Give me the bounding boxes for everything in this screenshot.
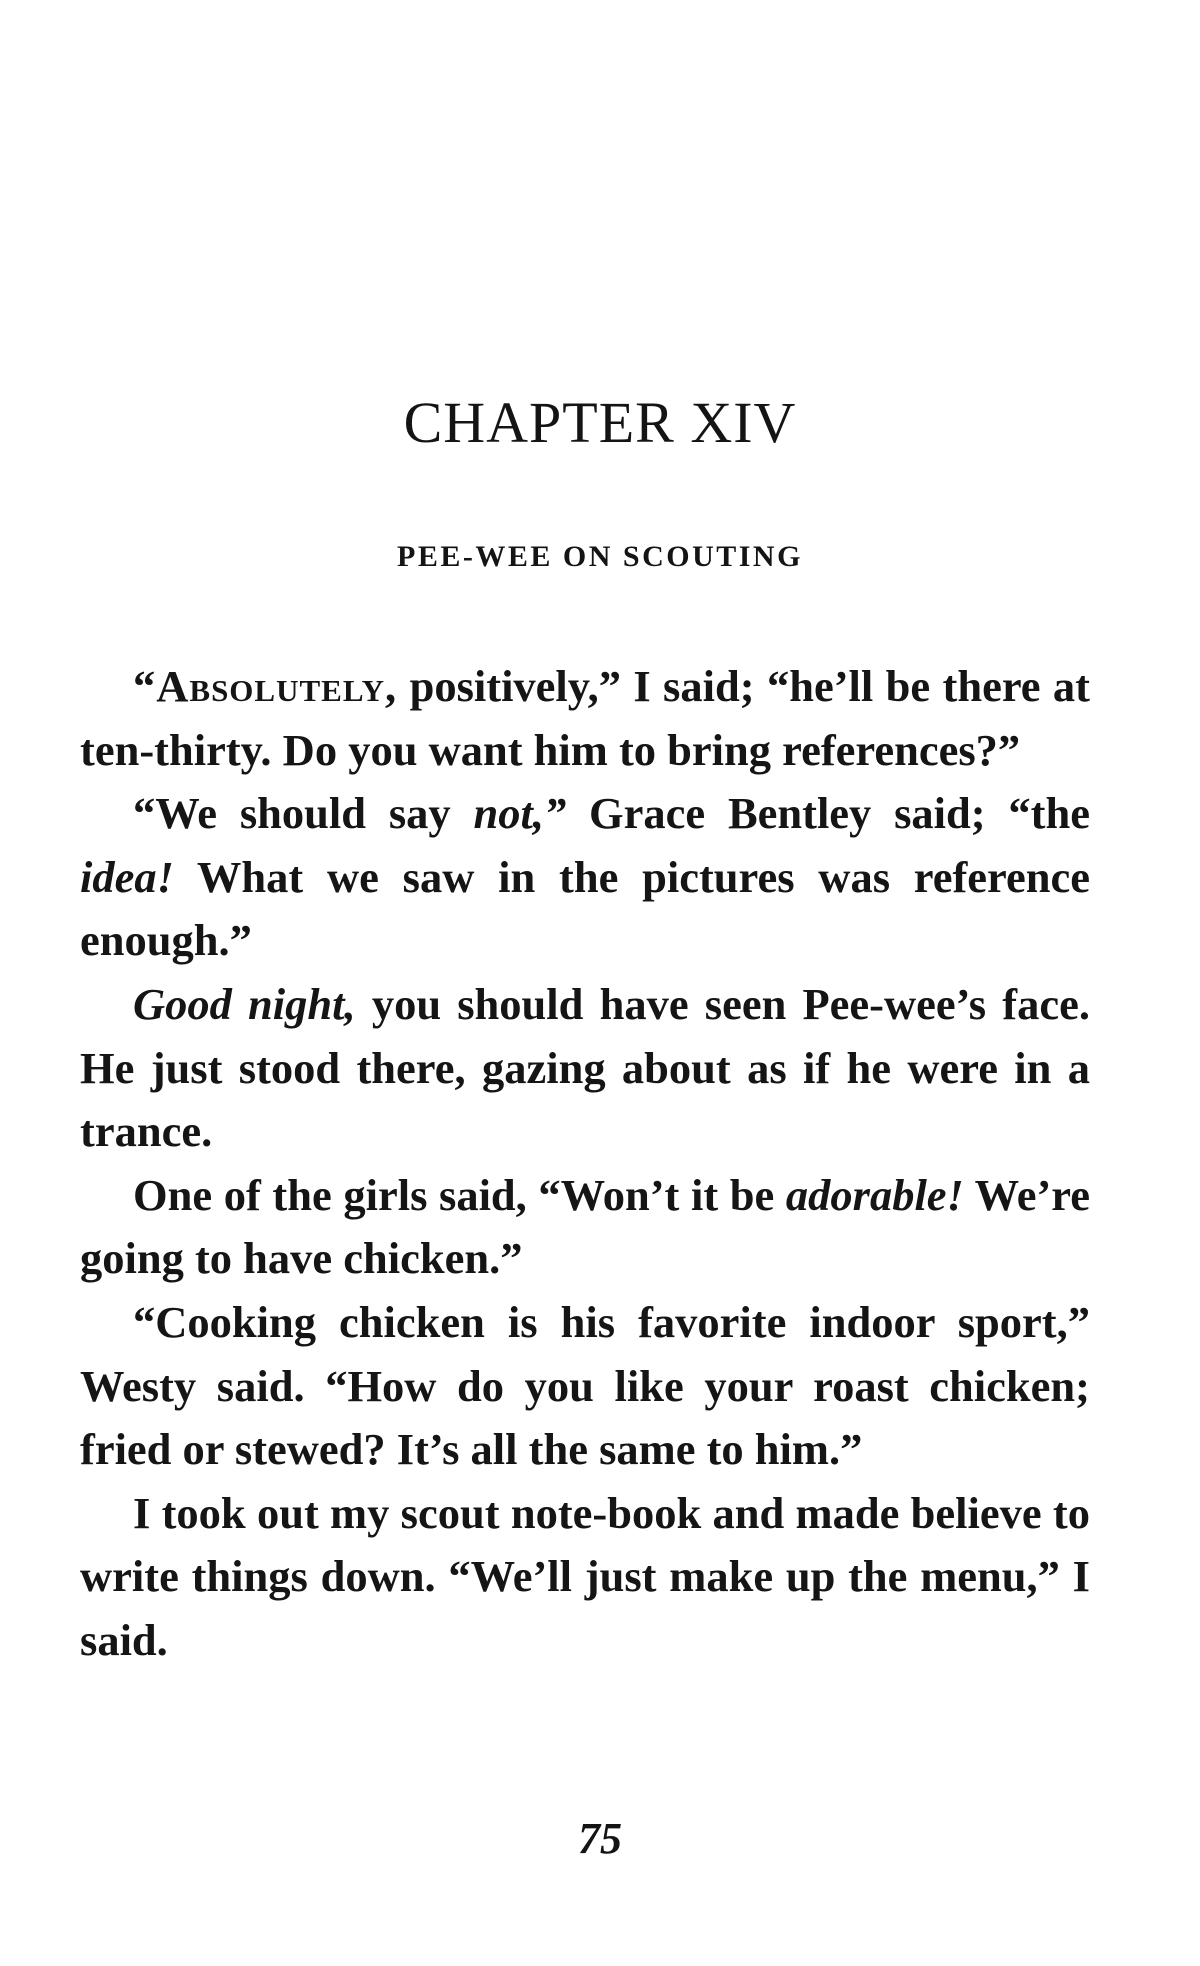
chapter-body	[80, 655, 1090, 1673]
paragraph-text: Grace Bentley said; “the	[566, 788, 1090, 839]
emphasis-text: Good night,	[133, 978, 356, 1029]
chapter-title: CHAPTER XIV	[403, 390, 797, 455]
lead-word: “Absolutely,	[133, 661, 398, 711]
paragraph-2	[80, 782, 1090, 973]
emphasis-text: adorable!	[785, 1169, 964, 1220]
paragraph-text: What we saw in the pictures was reference enough.”	[80, 851, 1090, 966]
paragraph-1	[80, 655, 1090, 782]
paragraph-text: positively,” I said; “he’ll be there at ten-thirty. Do you want him to bring references?”	[80, 661, 1090, 775]
paragraph-text: One of the girls said, “Won’t it be	[133, 1169, 786, 1220]
paragraph-6	[80, 1482, 1090, 1673]
paragraph-3	[80, 973, 1090, 1164]
paragraph-text: We’re going to have chicken.”	[80, 1169, 1090, 1284]
paragraph-5	[80, 1291, 1090, 1482]
paragraph-text: “Cooking chicken is his favorite indoor sport,” Westy said. “How do you like your roast chicken; fried or stewed? It’s all the same to him.”	[80, 1296, 1090, 1475]
chapter-subtitle: PEE-WEE ON SCOUTING	[397, 540, 803, 573]
paragraph-4	[80, 1164, 1090, 1291]
emphasis-text: idea!	[80, 851, 174, 902]
page-number: 75	[578, 1814, 622, 1863]
paragraph-text: you should have seen Pee-wee’s face. He just stood there, gazing about as if he were in a trance.	[80, 978, 1090, 1157]
paragraph-text: “We should say	[133, 788, 474, 839]
paragraph-text: I took out my scout note-book and made believe to write things down. “We’ll just make up the menu,” I said.	[80, 1487, 1090, 1665]
emphasis-text: not,”	[473, 788, 567, 839]
